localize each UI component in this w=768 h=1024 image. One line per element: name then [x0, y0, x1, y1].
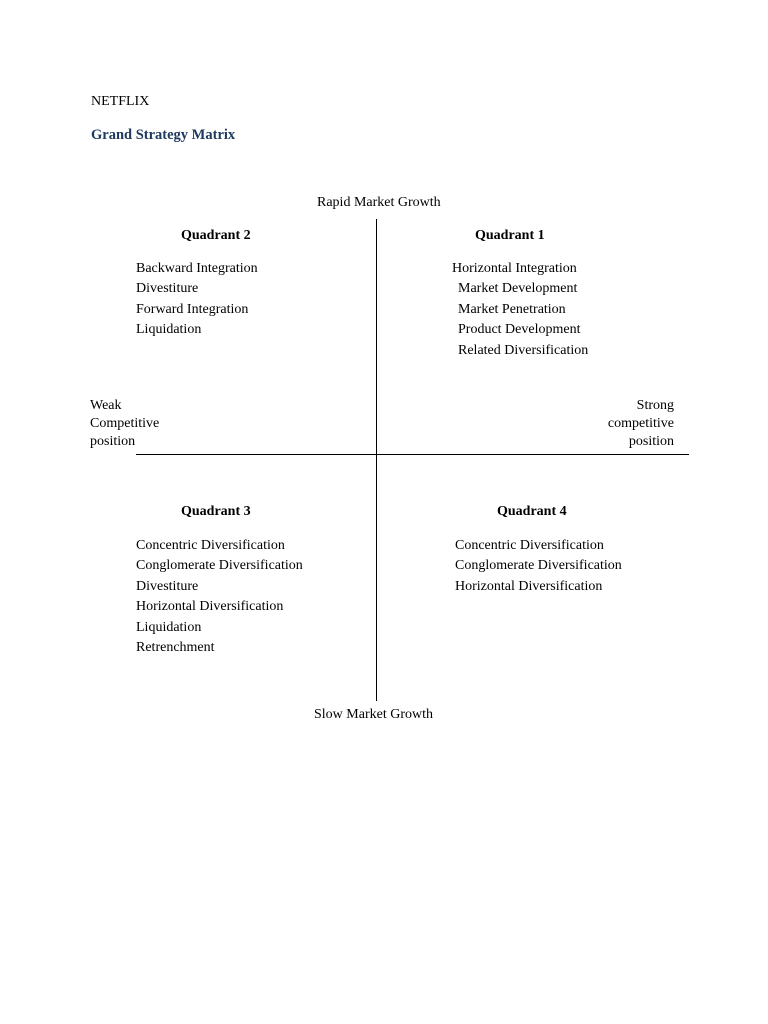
list-item: Divestiture — [136, 281, 199, 297]
page-title: Grand Strategy Matrix — [91, 127, 236, 143]
list-item: Product Development — [458, 322, 581, 338]
list-item: Forward Integration — [136, 301, 249, 317]
list-item: Horizontal Diversification — [455, 578, 603, 594]
company-name: NETFLIX — [91, 94, 150, 109]
bottom-axis-label: Slow Market Growth — [314, 707, 433, 722]
strong-competitive-position-label — [608, 397, 674, 451]
list-item: Liquidation — [136, 619, 202, 635]
list-item: Conglomerate Diversification — [136, 558, 303, 574]
list-item: Liquidation — [136, 322, 202, 338]
left-label-line: position — [90, 434, 136, 449]
quadrant-3-strategy-list — [136, 536, 303, 658]
vertical-axis-line — [376, 219, 377, 701]
quadrant-4-heading: Quadrant 4 — [497, 504, 567, 519]
quadrant-1-strategy-list — [452, 259, 588, 361]
quadrant-4-strategy-list — [455, 536, 622, 597]
list-item: Related Diversification — [458, 342, 589, 358]
list-item: Divestiture — [136, 578, 199, 594]
list-item: Market Development — [458, 281, 578, 297]
quadrant-2-heading: Quadrant 2 — [181, 228, 251, 243]
right-label-line: Strong — [636, 398, 674, 413]
quadrant-3-heading: Quadrant 3 — [181, 504, 251, 519]
weak-competitive-position-label — [90, 397, 159, 451]
left-label-line: Competitive — [90, 416, 160, 431]
list-item: Market Penetration — [458, 301, 566, 317]
list-item: Horizontal Diversification — [136, 599, 284, 615]
list-item: Retrenchment — [136, 640, 215, 656]
right-label-line: competitive — [607, 416, 674, 431]
quadrant-1-heading: Quadrant 1 — [475, 228, 545, 243]
list-item: Horizontal Integration — [452, 261, 577, 276]
list-item: Conglomerate Diversification — [455, 558, 622, 574]
quadrant-2-strategy-list — [136, 259, 258, 341]
horizontal-axis-line — [136, 454, 689, 455]
list-item: Backward Integration — [136, 261, 258, 276]
right-label-line: position — [628, 434, 674, 449]
top-axis-label: Rapid Market Growth — [317, 195, 441, 210]
list-item: Concentric Diversification — [136, 538, 285, 553]
list-item: Concentric Diversification — [455, 538, 604, 553]
left-label-line: Weak — [90, 398, 122, 413]
